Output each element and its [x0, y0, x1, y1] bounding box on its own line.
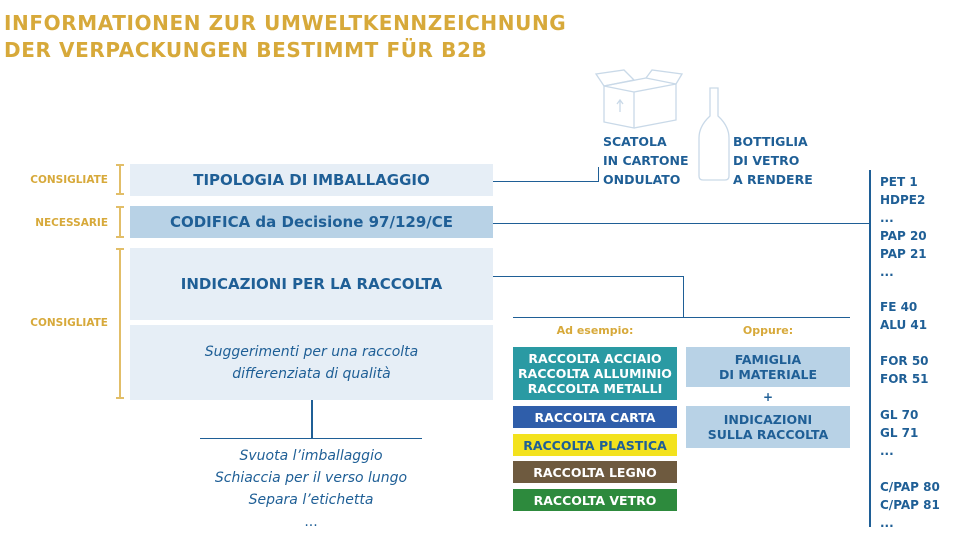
- codifica-connector: [493, 223, 870, 224]
- famiglia-materiale-box: [686, 347, 850, 387]
- suggerimenti-box: [130, 325, 493, 400]
- code-item: FE 40: [880, 300, 918, 314]
- raccolta-line: RACCOLTA LEGNO: [533, 464, 657, 480]
- raccolta-line: RACCOLTA VETRO: [533, 492, 657, 508]
- codifica-label: CODIFICA da Decisione 97/129/CE: [169, 213, 454, 231]
- indicazioni-box: [130, 248, 493, 320]
- raccolta-line: RACCOLTA METALLI: [527, 381, 663, 396]
- title-line-1: INFORMATIONEN ZUR UMWELTKENNZEICHNUNG: [4, 11, 567, 35]
- cardboard-box-icon: [594, 68, 684, 130]
- codes-group-4: [880, 406, 918, 460]
- code-item: PET 1: [880, 175, 918, 189]
- raccolta-vetro-box: [513, 489, 677, 511]
- tips-list: [200, 445, 422, 533]
- box-label-line: SCATOLA: [603, 134, 667, 149]
- bottle-label-line: DI VETRO: [733, 153, 800, 168]
- raccolta-carta-box: [513, 406, 677, 428]
- suggerimenti-line-2: differenziata di qualità: [232, 365, 391, 382]
- packaging-bottle-label: [733, 132, 813, 189]
- suggerimenti-connector: [311, 400, 313, 438]
- packaging-box-label: [603, 132, 689, 189]
- label-consigliate-bottom: CONSIGLIATE: [30, 317, 108, 329]
- raccolta-line: RACCOLTA ACCIAIO: [528, 351, 662, 366]
- codifica-box: [130, 206, 493, 238]
- code-item: ...: [880, 444, 894, 458]
- tip-item: Schiaccia per il verso lungo: [214, 470, 408, 486]
- plus-sign: +: [762, 390, 774, 404]
- tips-divider: [200, 438, 422, 439]
- tip-item: ...: [304, 514, 318, 530]
- indicazioni-line: INDICAZIONI: [723, 412, 813, 427]
- codes-vertical-line: [869, 170, 871, 527]
- famiglia-line: DI MATERIALE: [718, 367, 818, 382]
- label-consigliate-top: CONSIGLIATE: [30, 174, 108, 186]
- indicazioni-raccolta-box: [686, 406, 850, 448]
- bracket-tipologia: [119, 164, 121, 195]
- raccolta-legno-box: [513, 461, 677, 483]
- code-item: FOR 50: [880, 354, 929, 368]
- tip-item: Svuota l’imballaggio: [239, 448, 383, 464]
- suggerimenti-line-1: Suggerimenti per una raccolta: [204, 343, 419, 360]
- code-item: GL 71: [880, 426, 919, 440]
- tipologia-connector-up: [598, 167, 599, 182]
- code-item: HDPE2: [880, 193, 926, 207]
- raccolta-plastica-box: [513, 434, 677, 456]
- code-item: ...: [880, 265, 894, 279]
- tipologia-connector: [493, 181, 599, 182]
- label-necessarie: NECESSARIE: [35, 217, 108, 229]
- codes-group-5: [880, 478, 940, 532]
- tipologia-box: [130, 164, 493, 196]
- heading-ad-esempio: Ad esempio:: [556, 324, 634, 337]
- code-item: PAP 20: [880, 229, 927, 243]
- bottle-label-line: A RENDERE: [733, 172, 813, 187]
- codes-group-2: [880, 298, 927, 334]
- examples-divider: [513, 317, 850, 318]
- code-item: PAP 21: [880, 247, 927, 261]
- code-item: GL 70: [880, 408, 919, 422]
- page-title: [4, 10, 566, 64]
- indicazioni-label: INDICAZIONI PER LA RACCOLTA: [180, 275, 443, 293]
- raccolta-line: RACCOLTA CARTA: [534, 409, 656, 425]
- indicazioni-connector: [493, 276, 683, 277]
- tipologia-label: TIPOLOGIA DI IMBALLAGGIO: [193, 171, 430, 189]
- tip-item: Separa l’etichetta: [248, 492, 374, 508]
- box-label-line: ONDULATO: [603, 172, 681, 187]
- box-label-line: IN CARTONE: [603, 153, 689, 168]
- title-line-2: DER VERPACKUNGEN BESTIMMT FÜR B2B: [4, 38, 488, 62]
- code-item: C/PAP 81: [880, 498, 940, 512]
- indicazioni-connector-down: [683, 276, 684, 317]
- heading-oppure: Oppure:: [742, 324, 794, 337]
- famiglia-line: FAMIGLIA: [734, 352, 802, 367]
- raccolta-line: RACCOLTA ALLUMINIO: [518, 366, 672, 381]
- codes-group-3: [880, 352, 929, 388]
- code-item: FOR 51: [880, 372, 929, 386]
- code-item: ...: [880, 516, 894, 530]
- indicazioni-line: SULLA RACCOLTA: [707, 427, 829, 442]
- code-item: ALU 41: [880, 318, 928, 332]
- code-item: C/PAP 80: [880, 480, 940, 494]
- bracket-codifica: [119, 206, 121, 238]
- bottle-label-line: BOTTIGLIA: [733, 134, 808, 149]
- code-item: ...: [880, 211, 894, 225]
- raccolta-line: RACCOLTA PLASTICA: [523, 437, 667, 453]
- codes-group-1: [880, 173, 927, 281]
- glass-bottle-icon: [697, 86, 731, 182]
- raccolta-metalli-box: [513, 347, 677, 400]
- bracket-indicazioni: [119, 248, 121, 399]
